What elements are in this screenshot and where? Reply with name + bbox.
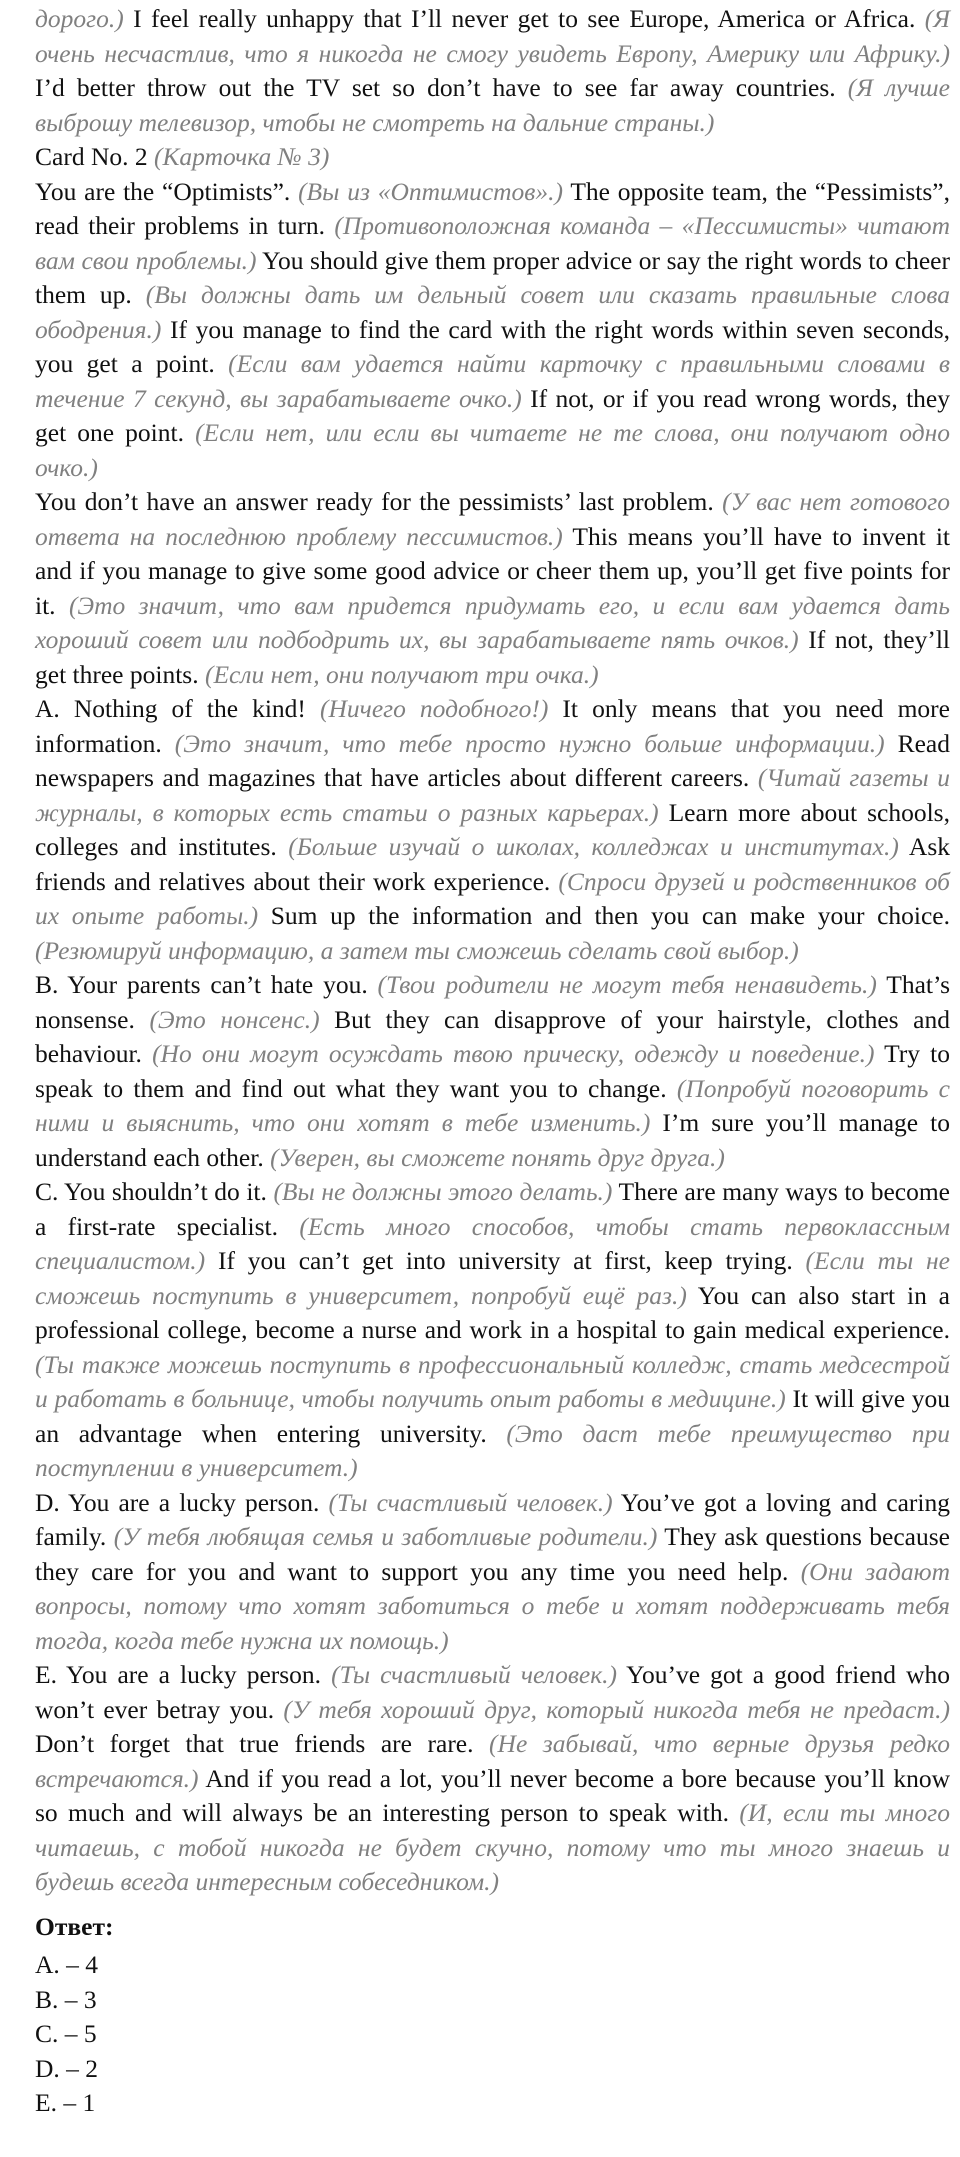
paragraph [35,175,950,486]
english-text: I’m sure you’ll manage to understand each other. [35,1108,950,1172]
russian-translation: (Попробуй поговорить с ними и выяснить, что они хотят в тебе изменить.) [35,1073,950,1137]
english-text: They ask questions because they care for you and want to support you any time you need help. [35,1522,950,1586]
english-text: But they can disapprove of your hairstyle, clothes and behaviour. [35,1004,950,1068]
paragraph [35,1175,950,1486]
english-text: C. You shouldn’t do it. [35,1177,274,1206]
russian-translation: (Твои родители не могут тебя ненавидеть.) [377,970,877,999]
russian-translation: (Если нет, они получают три очка.) [204,659,599,689]
english-text: It only means that you need more information. [35,694,950,758]
russian-translation: (Противоположная команда – «Пессимисты» читают вам свои проблемы.) [35,211,950,275]
russian-translation: (Карточка № 3) [153,142,330,171]
russian-translation: (Это значит, что тебе просто нужно больше информации.) [174,728,885,758]
paragraph [35,1658,950,1900]
paragraph [35,968,950,1175]
answer-line: B. – 3 [35,1984,97,2014]
english-text: You should give them proper advice or say the right words to cheer them up. [35,245,950,309]
paragraph [35,692,950,968]
english-text: Sum up the information and then you can make your choice. [258,901,950,930]
english-text: There are many ways to become a first-rate specialist. [35,1177,951,1241]
english-text: You don’t have an answer ready for the pessimists’ last problem. [35,487,723,516]
russian-translation: (Вы должны дать им дельный совет или сказать правильные слова ободрения.) [35,280,950,344]
russian-translation: (Я лучше выброшу телевизор, чтобы не смотреть на дальние страны.) [35,73,950,137]
russian-translation: (У тебя любящая семья и заботливые родители.) [113,1522,658,1551]
russian-translation: (Вы не должны этого делать.) [273,1177,613,1206]
russian-translation: (Это даст тебе преимущество при поступлении в университет.) [35,1418,950,1482]
russian-translation: (Но они могут осуждать твою прическу, одежду и поведение.) [152,1039,875,1068]
russian-translation: (И, если ты много читаешь, с тобой никогда не будет скучно, потому что ты много знаешь и будешь всегда интересным собеседником.) [35,1798,950,1896]
russian-translation: (Ты счастливый человек.) [331,1660,618,1689]
russian-translation: (Ты также можешь поступить в профессиональный колледж, стать медсестрой и работать в больнице, чтобы получить опыт работы в медицине.) [35,1349,950,1413]
english-text: E. You are a lucky person. [35,1660,332,1689]
russian-translation: (У тебя хороший друг, который никогда тебя не предаст.) [283,1694,950,1724]
english-text: You’ve got a loving and caring family. [35,1487,950,1551]
english-text: If not, they’ll get three points. [35,625,950,689]
answer-line: A. – 4 [35,1950,99,1979]
paragraph [35,1486,950,1659]
russian-translation: (Если вам удается найти карточку с правильными словами в течение 7 секунд, вы зарабатываете очко.) [35,349,950,413]
english-text: Ask friends and relatives about their work experience. [35,832,950,896]
english-text: Try to speak to them and find out what they want you to change. [35,1039,951,1103]
english-text: B. Your parents can’t hate you. [35,970,378,999]
english-text: You can also start in a professional college, become a nurse and work in a hospital to gain medical experience. [35,1280,950,1344]
english-text: Read newspapers and magazines that have articles about different careers. [35,728,950,792]
russian-translation: (Больше изучай о школах, колледжах и институтах.) [288,832,899,861]
russian-translation: (Вы из «Оптимистов».) [298,176,563,206]
english-text: And if you read a lot, you’ll never become a bore because you’ll know so much and will always be an interesting person to speak with. [35,1763,950,1827]
english-text: The opposite team, the “Pessimists”, read their problems in turn. [35,176,950,240]
russian-translation: (Ничего подобного!) [320,694,549,723]
english-text: Learn more about schools, colleges and institutes. [35,797,950,861]
paragraph [35,485,950,692]
answer-list [35,1948,950,2121]
english-text: It will give you an advantage when entering university. [35,1384,951,1448]
answer-line: C. – 5 [35,2019,97,2048]
russian-translation: дорого.) [35,4,124,33]
english-text: If you can’t get into university at first, keep trying. [205,1246,806,1275]
russian-translation: (Это нонсенс.) [149,1004,320,1034]
english-text: That’s nonsense. [35,970,950,1034]
english-text: I’d better throw out the TV set so don’t have to see far away countries. [35,73,848,102]
english-text: Card No. 2 [35,142,154,171]
russian-translation: (Не забывай, что верные друзья редко встречаются.) [35,1729,950,1793]
russian-translation: (Читай газеты и журналы, в которых есть статьи о разных карьерах.) [35,763,950,827]
answer-line: E. – 1 [35,2088,96,2117]
english-text: If you manage to find the card with the right words within seven seconds, you get a point. [35,314,950,378]
english-text: You’ve got a good friend who won’t ever betray you. [35,1660,950,1724]
english-text: I feel really unhappy that I’ll never get to see Europe, America or Africa. [123,4,925,33]
english-text: Don’t forget that true friends are rare. [35,1729,490,1758]
answer-line: D. – 2 [35,2053,99,2083]
russian-translation: (Есть много способов, чтобы стать первоклассным специалистом.) [35,1211,950,1275]
russian-translation: (Если нет, или если вы читаете не те слова, они получают одно очко.) [35,418,951,482]
russian-translation: (У вас нет готового ответа на последнюю проблему пессимистов.) [35,487,950,551]
text-body [35,2,950,1900]
russian-translation: (Я очень несчастлив, что я никогда не смогу увидеть Европу, Америку или Африку.) [35,4,950,68]
russian-translation: (Это значит, что вам придется придумать его, и если вам удается дать хороший совет или подбодрить их, вы зарабатываете пять очков.) [35,590,951,654]
english-text: You are the “Optimists”. [35,176,299,206]
english-text: D. You are a lucky person. [35,1487,329,1517]
russian-translation: (Если ты не сможешь поступить в университет, попробуй ещё раз.) [35,1246,950,1310]
english-text: If not, or if you read wrong words, they get one point. [35,383,950,447]
russian-translation: (Ты счастливый человек.) [328,1487,613,1517]
paragraph [35,2,950,140]
paragraph [35,140,950,175]
english-text: A. Nothing of the kind! [35,694,321,723]
russian-translation: (Они задают вопросы, потому что хотят заботиться о тебе и хотят поддерживать тебя тогда, когда тебе нужна их помощь.) [35,1556,950,1655]
russian-translation: (Спроси друзей и родственников об их опыте работы.) [35,866,950,930]
answer-title: Ответ: [35,1911,114,1941]
answer-section [35,1910,950,2121]
english-text: This means you’ll have to invent it and if you manage to give some good advice or cheer them up, you’ll get five points for it. [35,521,950,620]
russian-translation: (Уверен, вы сможете понять друг друга.) [270,1142,725,1172]
russian-translation: (Резюмируй информацию, а затем ты сможешь сделать свой выбор.) [35,935,799,965]
